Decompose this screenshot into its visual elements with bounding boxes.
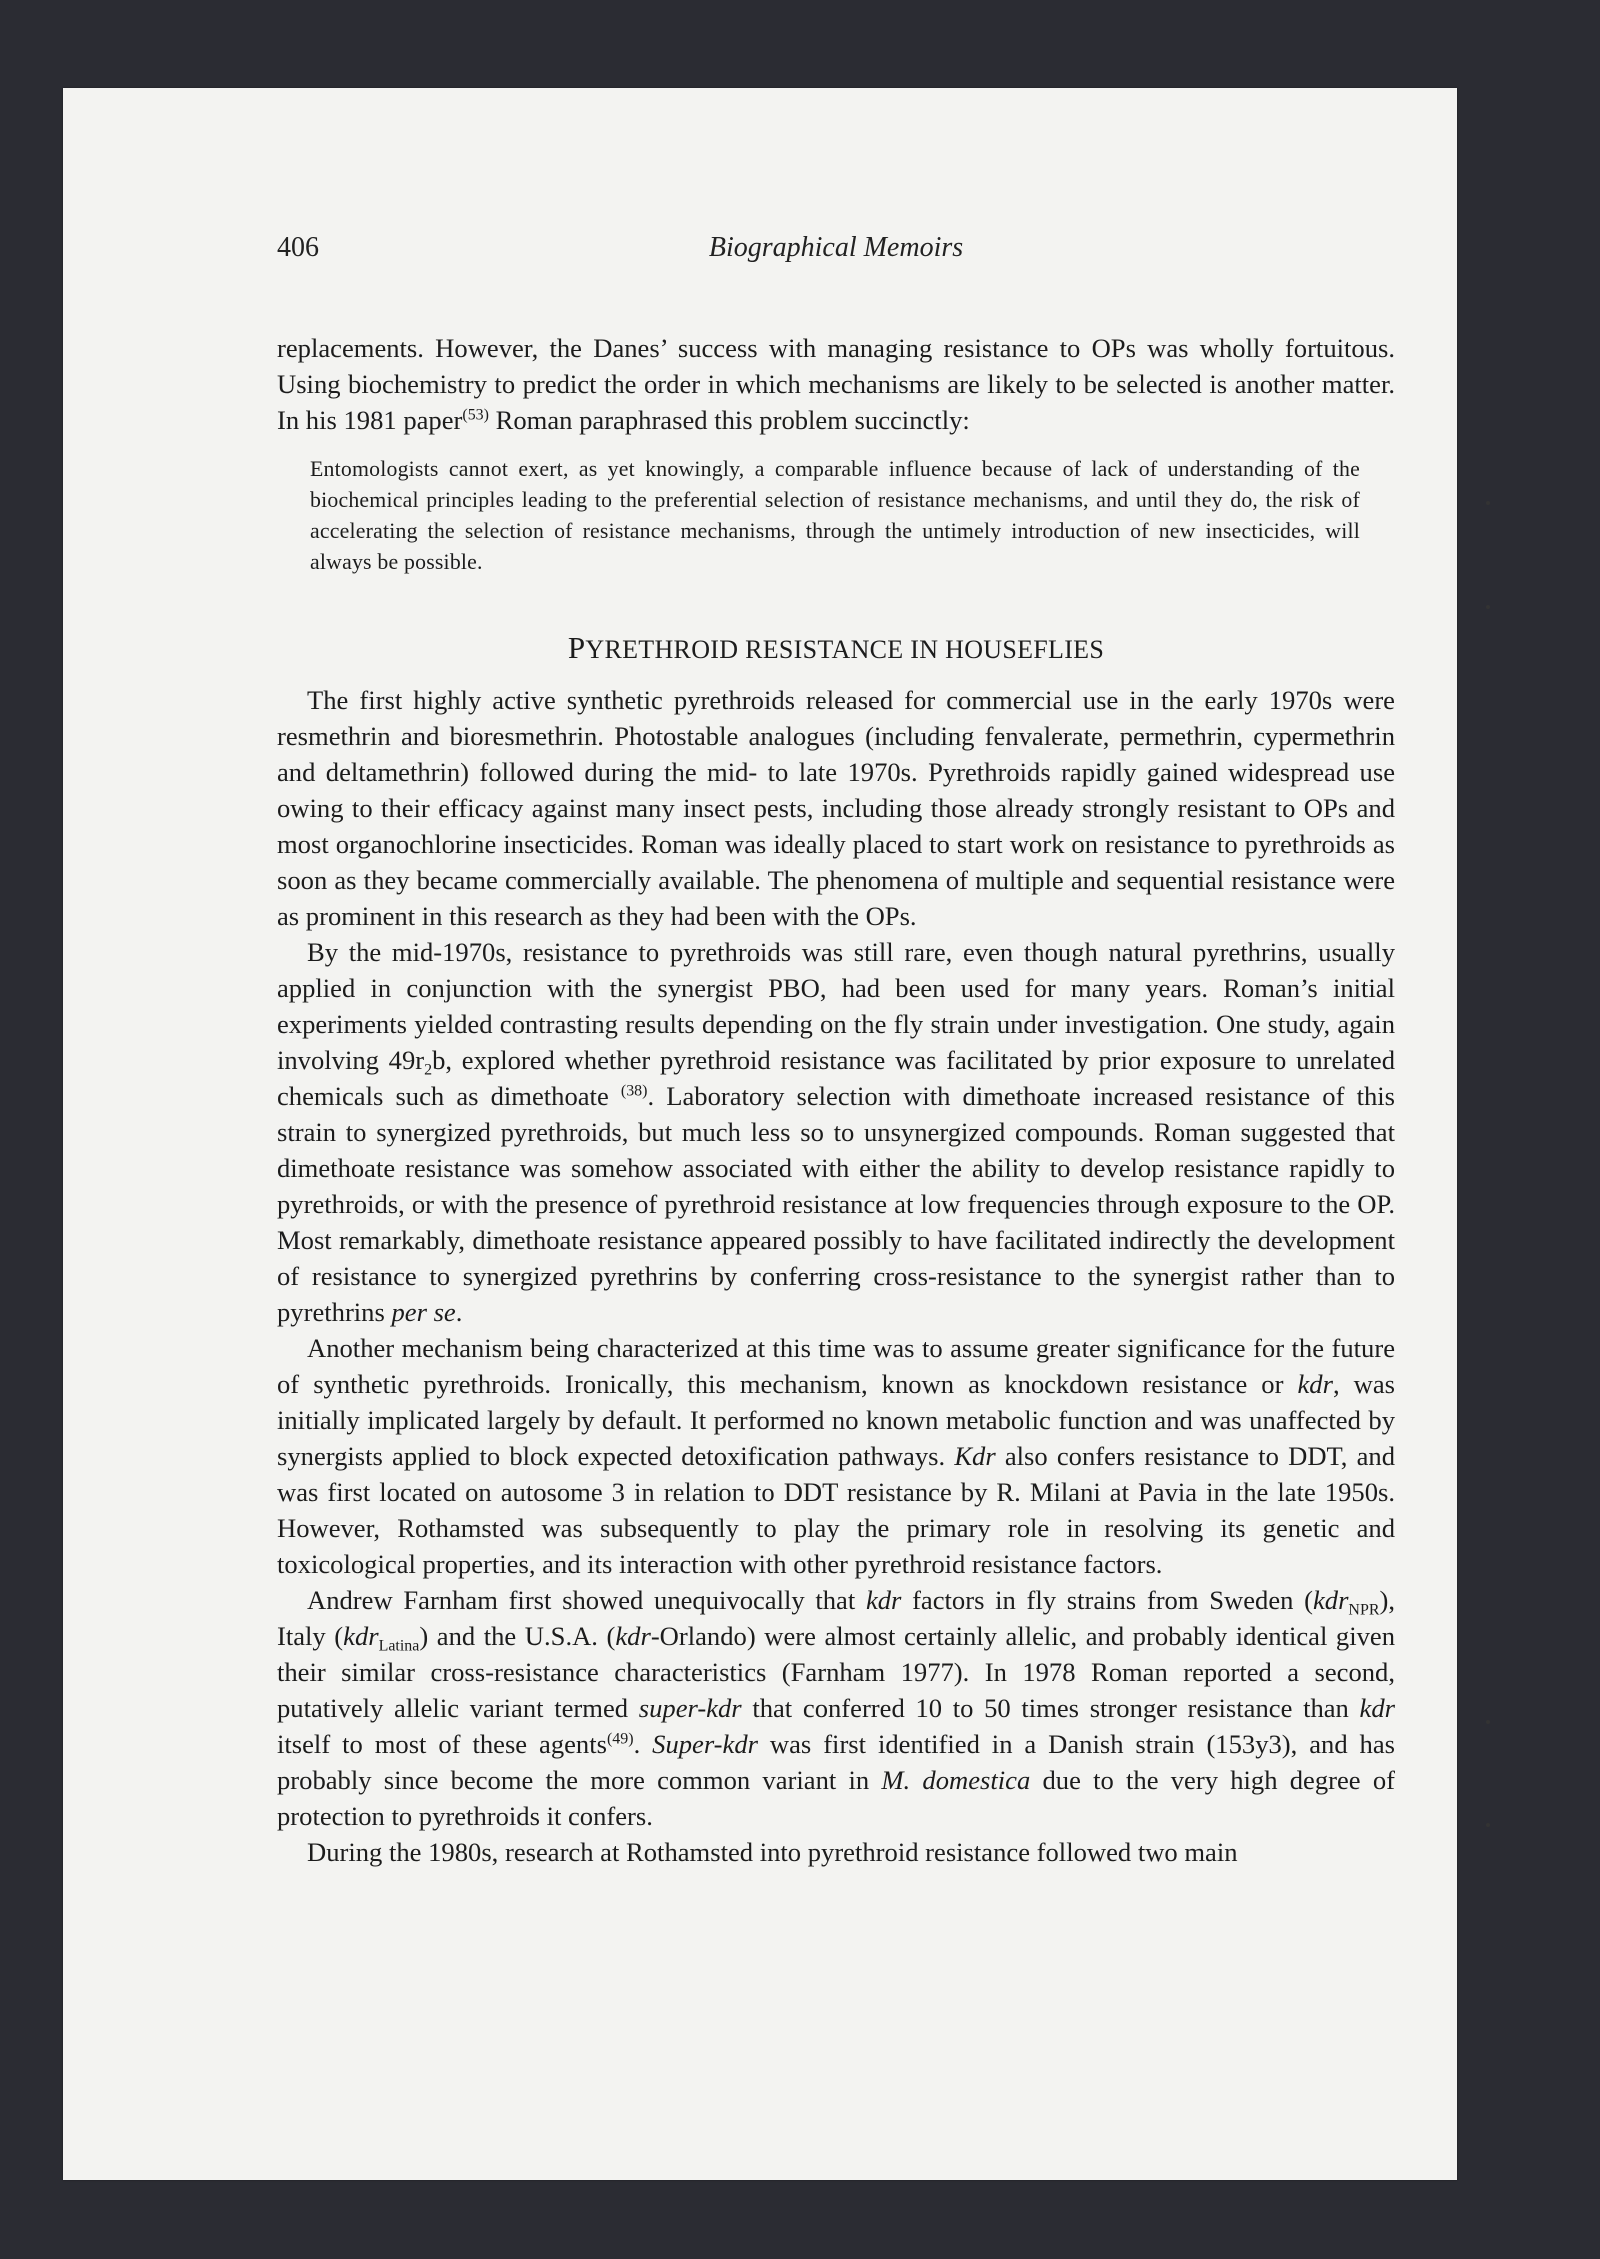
- block-quote: Entomologists cannot exert, as yet knowingly, a comparable influence because of lack of understanding of the biochemical principles leading to the preferential selection of resistance mechanisms, and until they do, the risk of accelerating the selection of resistance mechanisms, through the untimely introduction of new insecticides, will always be possible.: [310, 457, 1360, 574]
- margin-speck: [1486, 501, 1490, 505]
- reference-marker: (53): [462, 406, 489, 424]
- body-text: [277, 330, 1395, 1870]
- margin-speck: [1486, 1720, 1490, 1724]
- page-number: 406: [277, 232, 319, 263]
- reference-marker: (38): [620, 1082, 648, 1100]
- paragraph: Andrew Farnham first showed unequivocally that kdr factors in fly strains from Sweden (kdr$_{NPR}$), Italy (kdr$_{Latina}$) and the U.S.A. (kdr-Orlando) were almost certainly allelic, and probably identical given their similar cross-resistance characteristics (Farnham 1977). In 1978 Roman reported a second, putatively allelic variant termed super-kdr that conferred 10 to 50 times stronger resistance than kdr itself to most of these agents$^{(49)}$. Super-kdr was first identified in a Danish strain (153y3), and has probably since become the more common variant in M. domestica due to the very high degree of protection to pyrethroids it confers.: [277, 1585, 1395, 1831]
- running-title: Biographical Memoirs: [708, 232, 964, 263]
- paragraph: During the 1980s, research at Rothamsted into pyrethroid resistance followed two main: [307, 1837, 1238, 1867]
- reference-marker: (49): [606, 1730, 634, 1748]
- paragraph: Another mechanism being characterized at this time was to assume greater significance for the future of synthetic pyrethroids. Ironically, this mechanism, known as knockdown resistance or kdr, was initially implicated largely by default. It performed no known metabolic function and was unaffected by synergists applied to block expected detoxification pathways. Kdr also confers resistance to DDT, and was first located on autosome 3 in relation to DDT resistance by R. Milani at Pavia in the late 1950s. However, Rothamsted was subsequently to play the primary role in resolving its genetic and toxicological properties, and its interaction with other pyrethroid resistance factors.: [277, 1333, 1395, 1579]
- section-heading: PYRETHROID RESISTANCE IN HOUSEFLIES: [567, 630, 1105, 665]
- paragraph: By the mid-1970s, resistance to pyrethroids was still rare, even though natural pyrethrins, usually applied in conjunction with the synergist PBO, had been used for many years. Roman’s initial experiments yielded contrasting results depending on the fly strain under investigation. One study, again involving $49r_2b$, explored whether pyrethroid resistance was facilitated by prior exposure to unrelated chemicals such as dimethoate $^{(38)}$. Laboratory selection with dimethoate increased resistance of this strain to synergized pyrethroids, but much less so to unsynergized compounds. Roman suggested that dimethoate resistance was somehow associated with either the ability to develop resistance rapidly to pyrethroids, or with the presence of pyrethroid resistance at low frequencies through exposure to the OP. Most remarkably, dimethoate resistance appeared possibly to have facilitated indirectly the development of resistance to synergized pyrethrins by conferring cross-resistance to the synergist rather than to pyrethrins per se.: [277, 937, 1396, 1327]
- paragraph: replacements. However, the Danes’ success with managing resistance to OPs was wholly fortuitous. Using biochemistry to predict the order in which mechanisms are likely to be selected is another matter. In his 1981 paper$^{(53)}$ Roman paraphrased this problem succinctly:: [277, 333, 1395, 435]
- margin-speck: [1486, 1823, 1490, 1827]
- margin-speck: [1486, 605, 1490, 609]
- paragraph: The first highly active synthetic pyrethroids released for commercial use in the early 1970s were resmethrin and bioresmethrin. Photostable analogues (including fenvalerate, permethrin, cypermethrin and deltamethrin) followed during the mid- to late 1970s. Pyrethroids rapidly gained widespread use owing to their efficacy against many insect pests, including those already strongly resistant to OPs and most organochlorine insecticides. Roman was ideally placed to start work on resistance to pyrethroids as soon as they became commercially available. The phenomena of multiple and sequential resistance were as prominent in this research as they had been with the OPs.: [277, 685, 1395, 931]
- page-header: [214, 160, 1394, 200]
